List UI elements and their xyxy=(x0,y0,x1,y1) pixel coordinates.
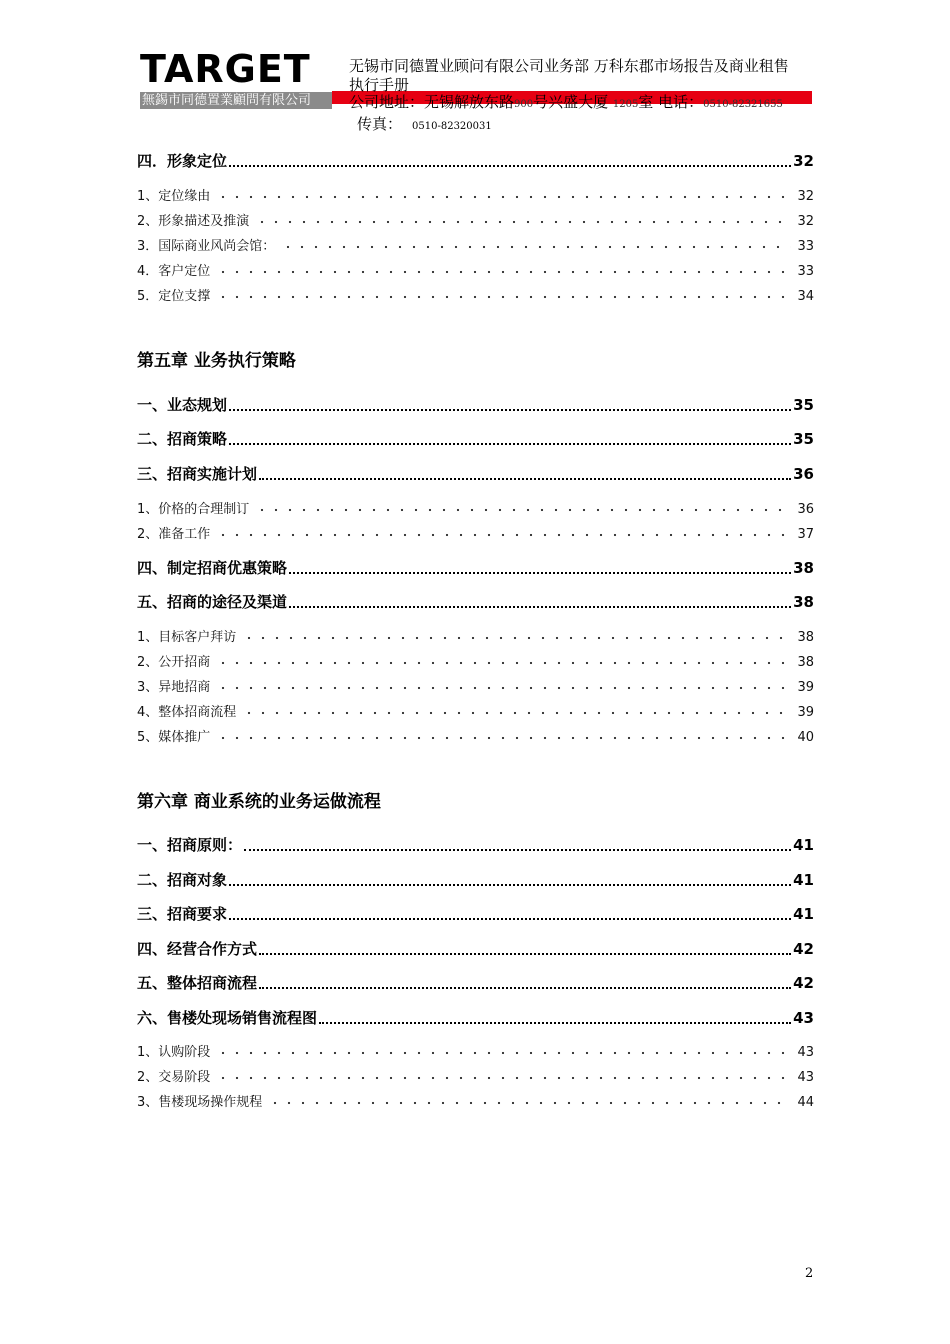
company-logo xyxy=(140,47,332,110)
toc-item[interactable]: 2、准备工作 37 xyxy=(137,527,814,542)
address-room: 室 电话： xyxy=(638,93,704,111)
toc-heading[interactable]: 二、招商策略 35 xyxy=(137,430,814,448)
address-label: 公司地址：无锡解放东路 xyxy=(349,93,515,111)
toc-heading[interactable]: 三、招商要求 41 xyxy=(137,905,814,923)
toc-item[interactable]: 3、售楼现场操作规程 44 xyxy=(137,1095,814,1110)
fax-number: 0510-82320031 xyxy=(412,121,492,132)
toc-item[interactable]: 4、整体招商流程 39 xyxy=(137,705,814,720)
header-fax xyxy=(357,115,492,136)
toc-heading[interactable]: 一、业态规划 35 xyxy=(137,396,814,414)
toc-heading[interactable]: 三、招商实施计划 36 xyxy=(137,465,814,483)
toc-item[interactable]: 2、形象描述及推演 32 xyxy=(137,214,814,229)
toc-heading[interactable]: 四、经营合作方式 42 xyxy=(137,940,814,958)
fax-label: 传真： xyxy=(357,115,403,133)
toc-item[interactable]: 1、认购阶段 43 xyxy=(137,1045,814,1060)
toc-heading[interactable]: 一、招商原则： 41 xyxy=(137,836,814,854)
toc-heading[interactable]: 四、制定招商优惠策略 38 xyxy=(137,559,814,577)
logo-subtitle: 無錫市同德置業顧問有限公司 xyxy=(140,92,332,109)
toc-item[interactable]: 5．定位支撑 34 xyxy=(137,289,814,304)
toc-item[interactable]: 1、目标客户拜访 38 xyxy=(137,630,814,645)
toc-item[interactable]: 5、媒体推广 40 xyxy=(137,730,814,745)
header-title: 无锡市同德置业顾问有限公司业务部 万科东郡市场报告及商业租售执行手册 xyxy=(349,57,789,94)
chapter-title: 第六章 商业系统的业务运做流程 xyxy=(137,792,381,812)
address-number: 900 xyxy=(514,99,534,110)
toc-heading[interactable]: 五、整体招商流程 42 xyxy=(137,974,814,992)
chapter-title: 第五章 业务执行策略 xyxy=(137,351,296,371)
toc-heading[interactable]: 二、招商对象 41 xyxy=(137,871,814,889)
toc-heading[interactable]: 六、售楼处现场销售流程图 43 xyxy=(137,1009,814,1027)
page-number: 2 xyxy=(805,1266,814,1281)
toc-item[interactable]: 1、定位缘由 32 xyxy=(137,189,814,204)
phone-number: 0510-82321655 xyxy=(703,99,783,110)
toc-item[interactable]: 4．客户定位 33 xyxy=(137,264,814,279)
toc-item[interactable]: 2、公开招商 38 xyxy=(137,655,814,670)
header-address xyxy=(349,93,783,114)
address-room-number: 1205 xyxy=(612,99,639,110)
logo-text: TARGET xyxy=(140,47,311,91)
toc-item[interactable]: 1、价格的合理制订 36 xyxy=(137,502,814,517)
toc-item[interactable]: 3、异地招商 39 xyxy=(137,680,814,695)
address-building: 号兴盛大厦 xyxy=(533,93,609,111)
toc-heading-image-positioning[interactable]: 四．形象定位 32 xyxy=(137,152,814,170)
toc-item[interactable]: 2、交易阶段 43 xyxy=(137,1070,814,1085)
toc-heading[interactable]: 五、招商的途径及渠道 38 xyxy=(137,593,814,611)
toc-item[interactable]: 3．国际商业风尚会馆： 33 xyxy=(137,239,814,254)
